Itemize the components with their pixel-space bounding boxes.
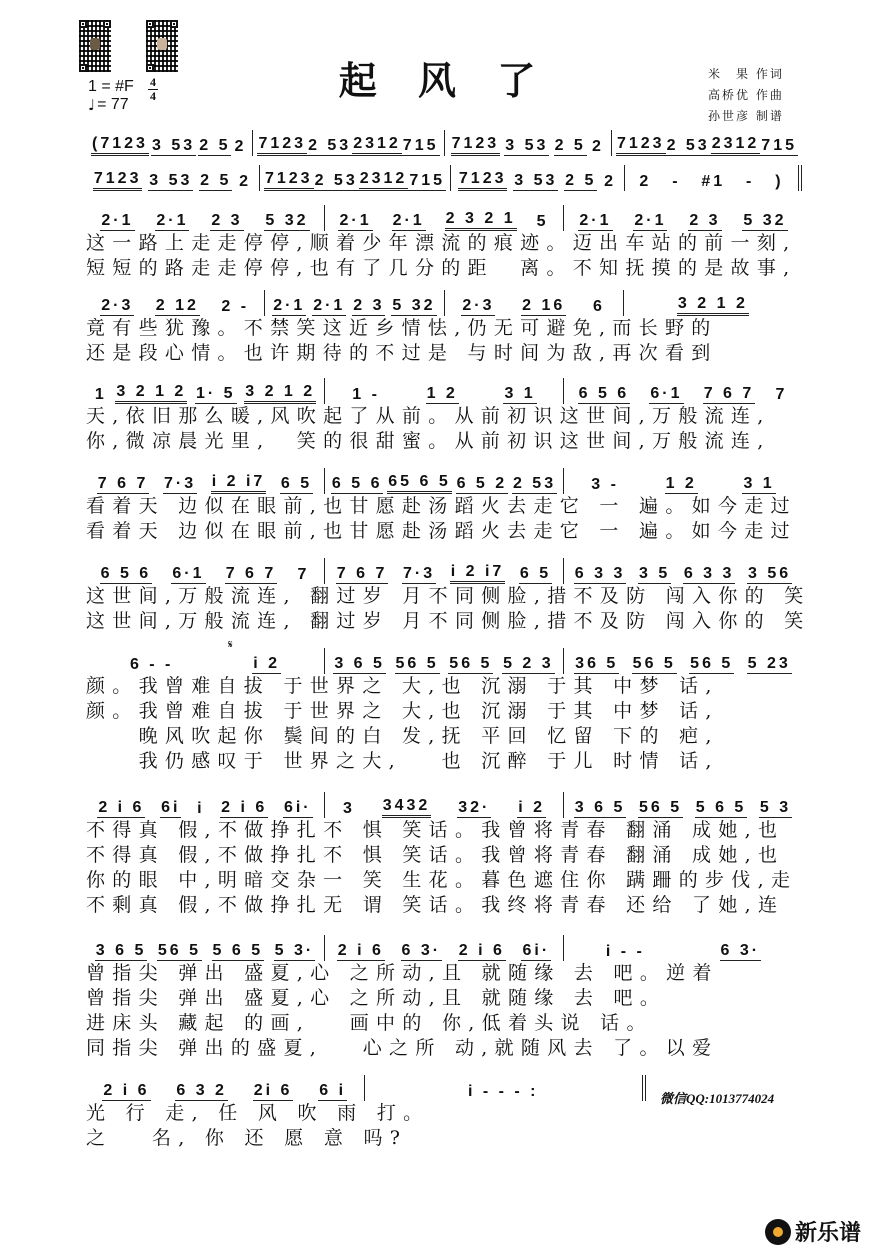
measure (86, 792, 324, 818)
note-group: 7 (775, 386, 788, 403)
note-group: 7123 (264, 171, 314, 191)
note-group: 2 3 (211, 212, 243, 229)
note-group: 2 (604, 173, 617, 190)
measure (324, 205, 563, 231)
note-group: 5 32 (743, 212, 787, 229)
quarter-note-icon: ♩ (88, 96, 96, 114)
note-group: 7 (297, 566, 310, 583)
lyric-line: 这世间,万般流连, 翻过岁 月不同侧脸,措不及防 闯入你的 笑 (86, 585, 811, 607)
note-group: 56 5 (449, 655, 493, 672)
measure (611, 130, 802, 156)
note-group: 6i (161, 799, 181, 816)
note-group: 2·3 (101, 297, 134, 314)
note-group: 6 5 (519, 565, 552, 582)
note-group: 6 3· (720, 942, 761, 959)
note-group: 6 5 (280, 475, 313, 492)
score-system (86, 290, 802, 366)
note-group: 3 (342, 800, 355, 817)
note-group: 2·1 (313, 297, 346, 314)
lyric-line: 天,依旧那么暖,风吹起了从前。从前初识这世间,万般流连, (86, 405, 771, 427)
note-group: 6 5 6 (578, 385, 630, 402)
measure (623, 290, 802, 316)
measure (444, 290, 623, 316)
score-system (86, 205, 802, 281)
note-group: 3 53 (152, 137, 196, 154)
note-group: 7 6 7 (336, 565, 388, 582)
arranger-credit: 孙世彦 制谱 (708, 109, 784, 123)
note-group: 2·1 (392, 212, 425, 229)
note-group: 715 (761, 137, 797, 154)
note-group: #1 (701, 173, 726, 190)
composer-credit: 高桥优 作曲 (708, 88, 784, 102)
note-group: 3 6 5 (574, 799, 626, 816)
note-group: 5 6 5 (695, 799, 747, 816)
measure (563, 935, 802, 961)
note-group: 2312 (352, 136, 402, 156)
note-group: 6 5 6 (100, 565, 152, 582)
note-group: 6i· (522, 942, 551, 959)
score-system (86, 935, 802, 1061)
lyric-line: 曾指尖 弹出 盛夏,心 之所动,且 就随缘 去 吧。逆着 (86, 962, 719, 984)
note-group: (7123 (91, 136, 149, 156)
measure (563, 792, 802, 818)
note-group: 1 (94, 386, 107, 403)
note-group: 6 - - (129, 656, 174, 673)
note-group: 6 (592, 298, 605, 315)
notes-row (86, 1075, 646, 1101)
lyric-line: 这世间,万般流连, 翻过岁 月不同侧脸,措不及防 闯入你的 笑 (86, 610, 811, 632)
lyric-line: 短短的路走走停停,也有了几分的距 离。不知抚摸的是故事, (86, 257, 797, 279)
note-group: 2 - (221, 298, 250, 315)
measure (364, 1075, 647, 1101)
note-group: 1 - (352, 386, 380, 403)
note-group: 2 53 (314, 172, 358, 189)
note-group: i - - (605, 943, 645, 960)
note-group: 2·1 (634, 212, 667, 229)
note-group: 7 6 7 (97, 475, 149, 492)
note-group: 5 2 3 (503, 655, 554, 672)
note-group: 6 3· (401, 942, 442, 959)
note-group: 3432 (382, 798, 432, 818)
note-group: 2 3 (353, 297, 385, 314)
notes-row (86, 290, 802, 316)
measure (86, 165, 259, 191)
note-group: 7123 (257, 136, 307, 156)
lyric-line: 你的眼 中,明暗交杂一 笑 生花。暮色遮住你 蹒跚的步伐,走 (86, 869, 798, 891)
measure (324, 378, 563, 404)
note-group: i 2 (253, 655, 281, 672)
brand-logo (765, 1216, 861, 1247)
note-group: 56 5 (395, 655, 439, 672)
lyric-line: 颜。我曾难自拔 于世界之 大,也 沉溺 于其 中梦 话, (86, 675, 719, 697)
measure (86, 130, 252, 156)
measure (324, 935, 563, 961)
time-signature: 4 4 (150, 75, 156, 103)
note-group: 2·1 (339, 212, 372, 229)
note-group: 2i 6 (253, 1082, 293, 1099)
measure (563, 648, 802, 674)
lyric-line: 曾指尖 弹出 盛夏,心 之所动,且 就随缘 去 吧。 (86, 987, 667, 1009)
lyric-line: 看着天 边似在眼前,也甘愿赴汤蹈火去走它 一 遍。如今走过 (86, 520, 797, 542)
note-group: 2 i 6 (458, 942, 505, 959)
score-system (86, 378, 802, 454)
lyricist-credit: 米 果 作词 (708, 67, 784, 81)
note-group: ) (775, 173, 784, 190)
note-group: 2 i 6 (337, 942, 384, 959)
note-group: 2 3 2 1 (445, 211, 517, 231)
note-group: 3 - (591, 476, 619, 493)
note-group: 6·1 (172, 565, 205, 582)
note-group: 7 6 7 (225, 565, 277, 582)
credits (708, 64, 784, 127)
measure (444, 130, 611, 156)
brand-name: 新乐谱 (795, 1221, 862, 1246)
note-group: 3 2 1 2 (115, 384, 187, 404)
note-group: i 2 i7 (211, 474, 267, 494)
notes-row (86, 648, 802, 674)
note-group: 2 5 (565, 172, 597, 189)
measure (324, 468, 563, 494)
notes-row (86, 205, 802, 231)
note-group: 56 5 (632, 655, 676, 672)
note-group: 2 3 (689, 212, 721, 229)
note-group: 7·3 (403, 565, 436, 582)
note-group: 7·3 (164, 475, 197, 492)
note-group: 2 i 6 (221, 799, 268, 816)
note-group: - (672, 173, 681, 190)
lyric-line: 光 行 走, 任 风 吹 雨 打。 (86, 1102, 430, 1124)
measure (563, 468, 802, 494)
note-group: 2 53 (666, 137, 710, 154)
note-group: 2·3 (462, 297, 495, 314)
lyric-line: 之 名, 你 还 愿 意 吗? (86, 1127, 408, 1149)
note-group: 2 5 (199, 137, 231, 154)
measure (86, 1075, 364, 1101)
note-group: 2312 (359, 171, 409, 191)
note-group: 715 (402, 137, 439, 154)
lyric-line: 晚风吹起你 鬓间的白 发,抚 平回 忆留 下的 疤, (86, 725, 719, 747)
lyric-line: 竟有些犹豫。不禁笑这近乡情怯,仍无可避免,而长野的 (86, 317, 718, 339)
score-system (86, 468, 802, 544)
note-group: 2 53 (308, 137, 352, 154)
notes-row (86, 378, 802, 404)
note-group: 6 5 6 (331, 475, 383, 492)
lyric-line: 这一路上走走停停,顺着少年漂流的痕迹。迈出车站的前一刻, (86, 232, 797, 254)
measure (624, 165, 802, 191)
note-group: 3 53 (514, 172, 558, 189)
measure (450, 165, 624, 191)
measure (324, 558, 563, 584)
note-group: 7123 (616, 136, 666, 156)
note-group: 2 i 6 (98, 799, 145, 816)
measure (563, 205, 802, 231)
note-group: 2 (639, 173, 652, 190)
notes-row (86, 935, 802, 961)
note-group: 1 2 (426, 385, 458, 402)
measure (252, 130, 443, 156)
measure (86, 468, 324, 494)
measure (86, 378, 324, 404)
score-system (86, 130, 802, 156)
note-group: 5 32 (265, 212, 309, 229)
measure (563, 378, 802, 404)
note-group: 3 56 (748, 565, 792, 582)
score-system (86, 792, 802, 918)
lyric-line: 同指尖 弹出的盛夏, 心之所 动,就随风去 了。以爱 (86, 1037, 719, 1059)
note-group: 7123 (458, 171, 508, 191)
note-group: 5 3 (759, 799, 792, 816)
lyric-line: 不得真 假,不做挣扎不 惧 笑话。我曾将青春 翻涌 成她,也 (86, 819, 785, 841)
note-group: 36 5 (575, 655, 619, 672)
score-system (86, 638, 802, 774)
note-group: 56 5 (690, 655, 734, 672)
note-group: 6 i (319, 1082, 347, 1099)
note-group: 1 2 (665, 475, 697, 492)
lyric-line: 你,微凉晨光里, 笑的很甜蜜。从前初识这世间,万般流连, (86, 430, 771, 452)
note-group: 6 3 3 (683, 565, 735, 582)
note-group: 6i· (283, 799, 312, 816)
note-group: 3 2 1 2 (677, 296, 749, 316)
note-group: 5 23 (747, 655, 791, 672)
note-group: i 2 i7 (450, 564, 506, 584)
measure (324, 792, 563, 818)
note-group: 2 5 (554, 137, 586, 154)
contact-info: 微信QQ:1013774024 (660, 1091, 775, 1106)
note-group: 65 6 5 (387, 474, 451, 494)
note-group: 2 i 6 (103, 1082, 150, 1099)
note-group: 56 5 (157, 942, 201, 959)
note-group: 32· (458, 799, 491, 816)
note-group: 5 (536, 213, 549, 230)
note-group: 6 3 2 (176, 1082, 227, 1099)
notes-row (86, 558, 802, 584)
note-group: 2 (239, 173, 252, 190)
note-group: 56 5 (638, 799, 683, 816)
key-signature: 1 = #F (88, 78, 134, 95)
note-group: 715 (409, 172, 446, 189)
note-group: i 2 (518, 799, 546, 816)
measure (259, 165, 450, 191)
score-system (86, 1075, 646, 1151)
score-system (86, 558, 811, 634)
measure (324, 648, 563, 674)
note-group: 5 3· (274, 942, 315, 959)
lyric-line: 不得真 假,不做挣扎不 惧 笑话。我曾将青春 翻涌 成她,也 (86, 844, 785, 866)
note-group: 5 6 5 (212, 942, 264, 959)
note-group: 3 6 5 (95, 942, 147, 959)
lyric-line: 进床头 藏起 的画, 画中的 你,低着头说 话。 (86, 1012, 653, 1034)
tempo-marking: ♩ = 77 (88, 96, 129, 114)
notes-row (86, 792, 802, 818)
note-group: 2 5 (200, 172, 232, 189)
note-group: 3 1 (743, 475, 775, 492)
note-group: 3 53 (505, 137, 549, 154)
note-group: 6 3 3 (574, 565, 626, 582)
note-group: 6 5 2 (456, 475, 508, 492)
lyric-line: 还是段心情。也许期待的不过是 与时间为敌,再次看到 (86, 342, 718, 364)
note-group: 2 (234, 138, 247, 155)
note-group: i (197, 800, 205, 817)
lyric-line: 看着天 边似在眼前,也甘愿赴汤蹈火去走它 一 遍。如今走过 (86, 495, 797, 517)
lyric-line: 不剩真 假,不做挣扎无 谓 笑话。我终将青春 还给 了她,连 (86, 894, 785, 916)
song-title: 起 风 了 (338, 58, 550, 103)
notes-row (86, 165, 802, 191)
note-group: 7 6 7 (703, 385, 755, 402)
note-group: 5 32 (392, 297, 436, 314)
measure (86, 290, 264, 316)
measure (86, 648, 324, 674)
note-group: 6·1 (650, 385, 683, 402)
measure (563, 558, 802, 584)
measure (86, 935, 324, 961)
note-group: 1· 5 (195, 385, 236, 402)
note-group: 2 16 (522, 297, 566, 314)
note-group: - (746, 173, 755, 190)
notes-row (86, 130, 802, 156)
note-group: 2312 (711, 136, 761, 156)
notes-row (86, 468, 802, 494)
measure (86, 205, 324, 231)
note-group: 2·1 (156, 212, 189, 229)
note-group: 2·1 (579, 212, 612, 229)
note-group: 3 6 5 (334, 655, 385, 672)
note-group: 3 53 (149, 172, 193, 189)
note-group: 2 12 (155, 297, 199, 314)
vinyl-record-icon (765, 1219, 791, 1245)
note-group: 3 1 (504, 385, 536, 402)
note-group: 2 53 (512, 475, 557, 492)
note-group: 7123 (93, 171, 143, 191)
lyric-line: 我仍感叹于 世界之大, 也 沉醉 于儿 时情 话, (86, 750, 719, 772)
note-group: 3 5 (638, 565, 671, 582)
score-system (86, 165, 802, 191)
note-group: 2·1 (273, 297, 306, 314)
note-group: 3 2 1 2 (244, 384, 316, 404)
note-group: 2 (591, 138, 604, 155)
segno-sign: 𝄋 (228, 638, 233, 651)
lyric-line: 颜。我曾难自拔 于世界之 大,也 沉溺 于其 中梦 话, (86, 700, 719, 722)
measure (264, 290, 443, 316)
note-group: 2·1 (101, 212, 134, 229)
measure (86, 558, 324, 584)
note-group: 7123 (451, 136, 501, 156)
note-group: i - - - : (467, 1083, 539, 1100)
